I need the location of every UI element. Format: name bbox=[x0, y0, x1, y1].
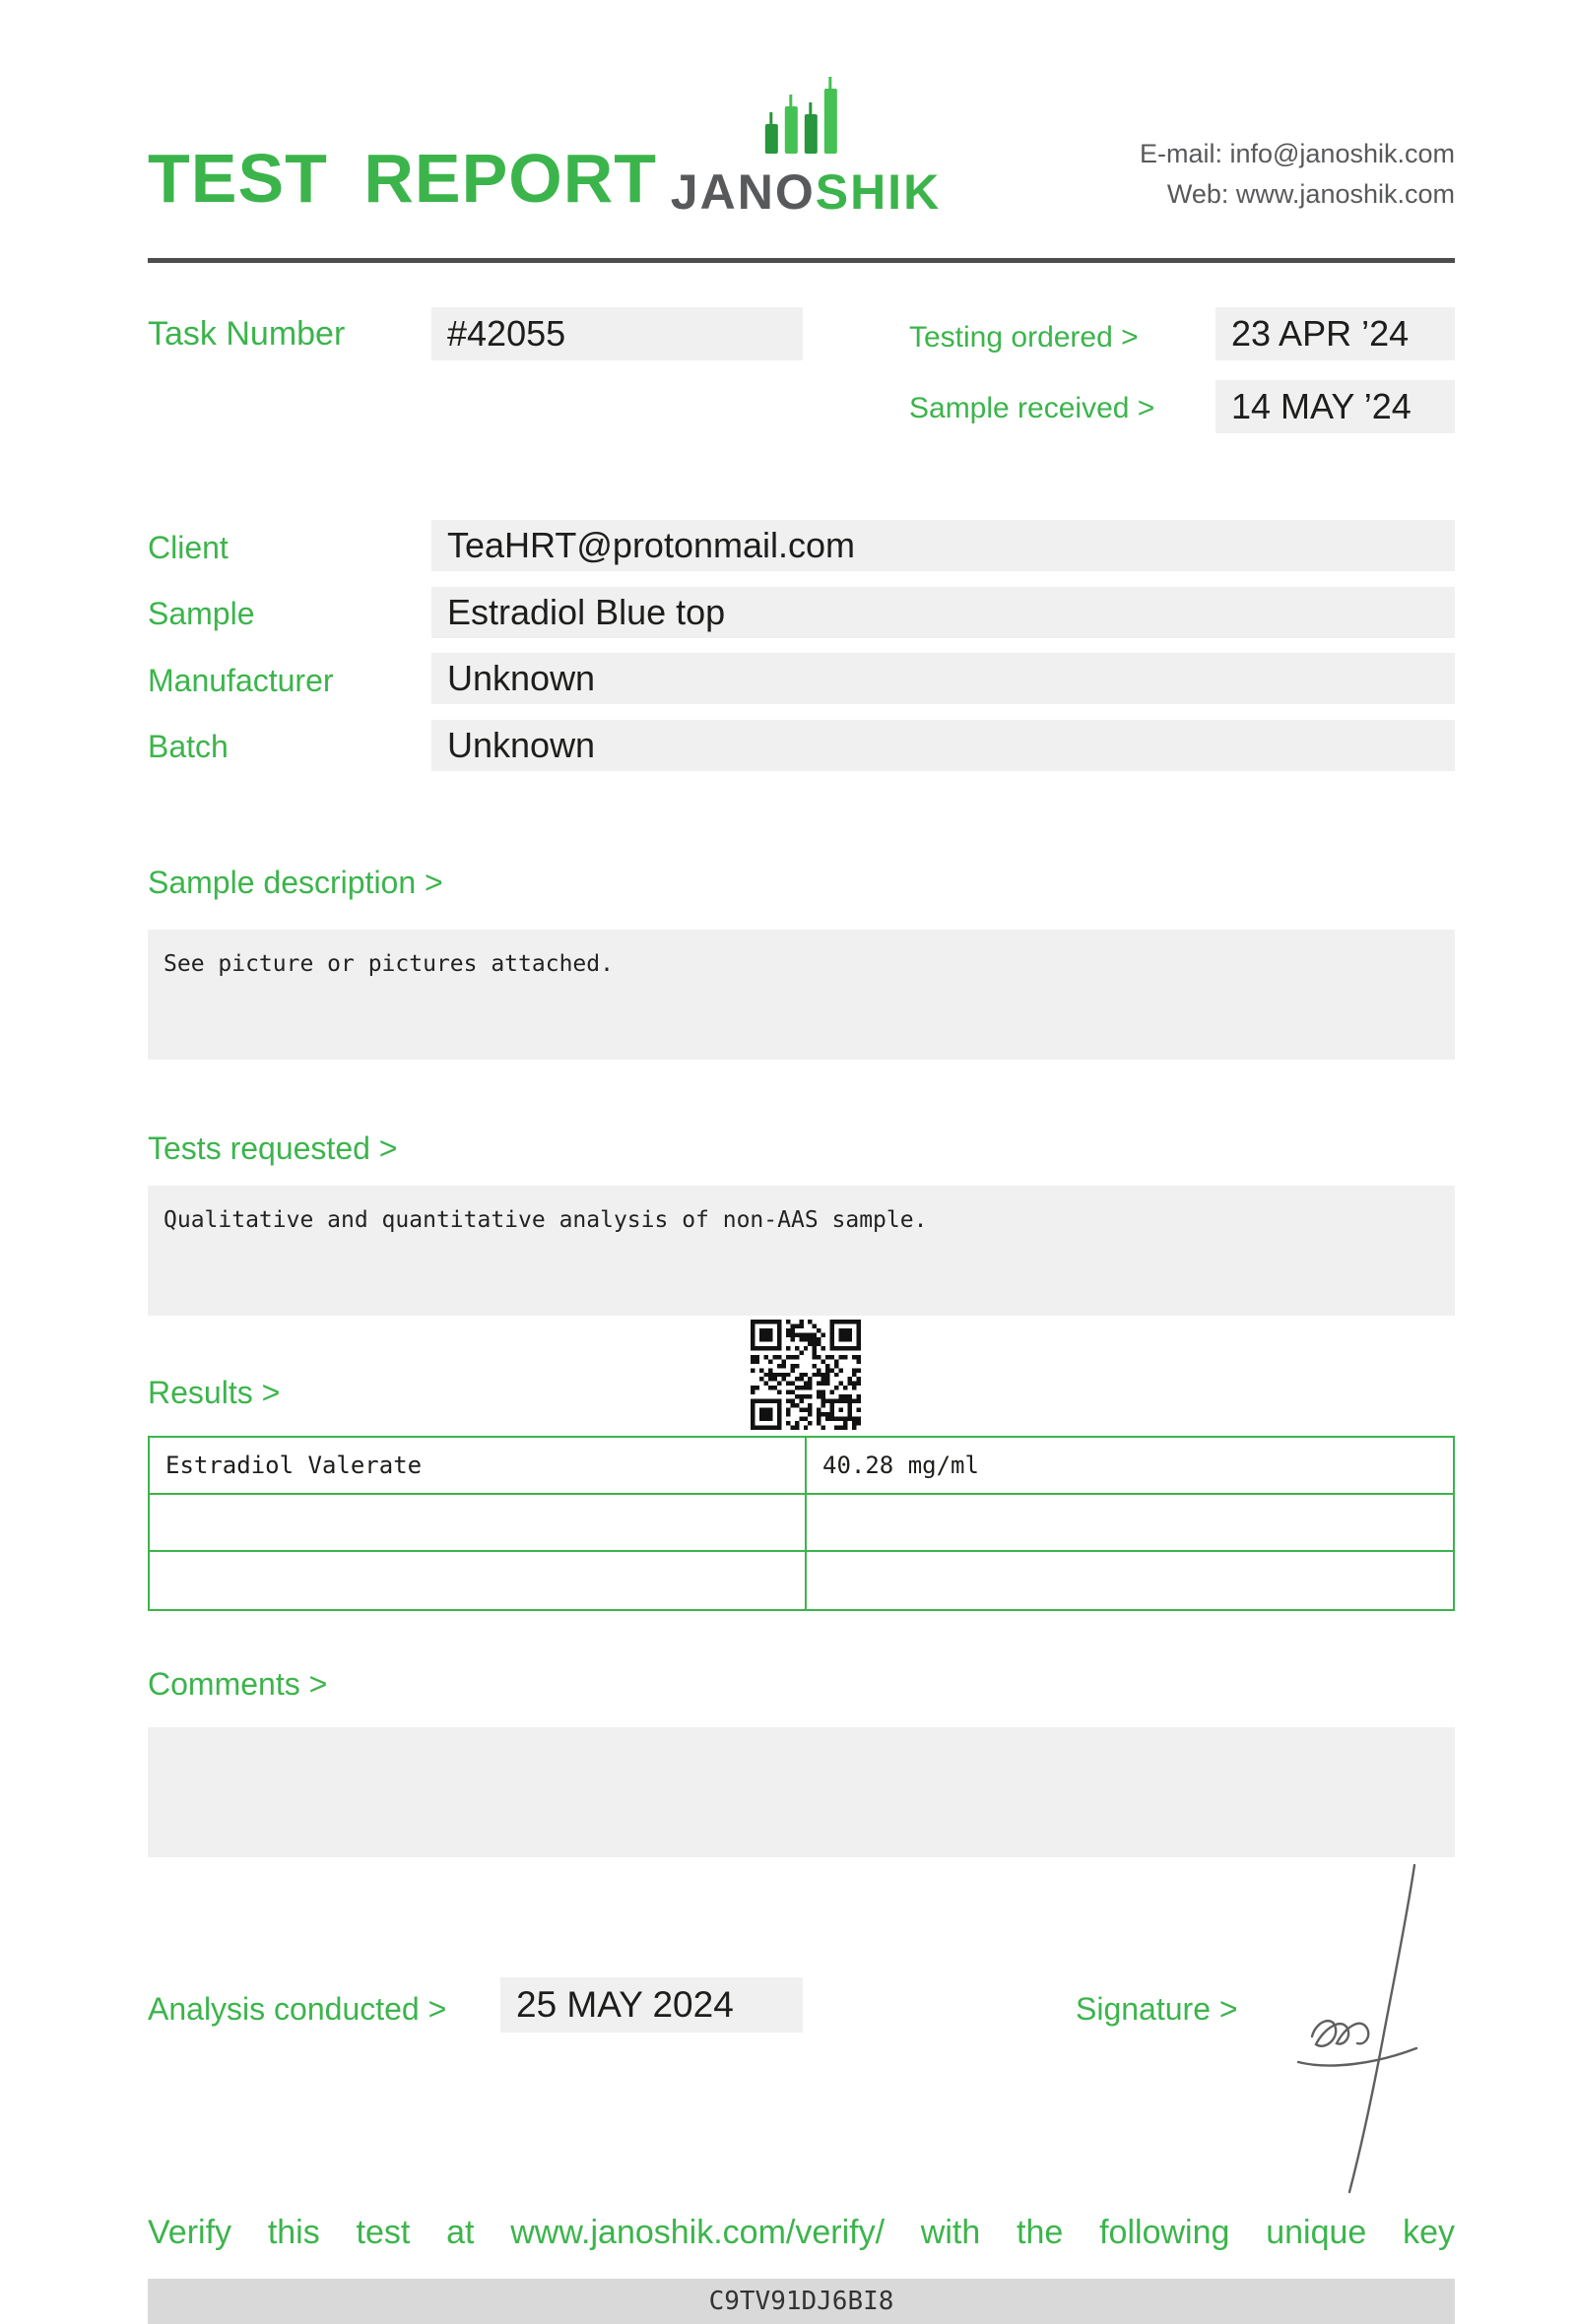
manufacturer-label: Manufacturer bbox=[148, 663, 334, 698]
comments-heading: Comments > bbox=[148, 1666, 328, 1702]
manufacturer-value: Unknown bbox=[431, 653, 1455, 704]
tests-requested-heading: Tests requested > bbox=[148, 1130, 398, 1166]
sample-description-heading: Sample description > bbox=[148, 865, 443, 900]
web-text: Web: www.janoshik.com bbox=[1166, 179, 1455, 209]
signature-label: Signature > bbox=[1076, 1991, 1238, 2027]
testing-ordered-label: Testing ordered > bbox=[909, 321, 1139, 354]
janoshik-logo bbox=[670, 73, 942, 220]
logo-wordmark bbox=[670, 164, 942, 220]
task-number-value: #42055 bbox=[431, 307, 803, 360]
sample-value: Estradiol Blue top bbox=[431, 587, 1455, 638]
client-label: Client bbox=[148, 530, 229, 565]
tests-requested-text: Qualitative and quantitative analysis of non-AAS sample. bbox=[164, 1207, 928, 1233]
task-number-label: Task Number bbox=[148, 315, 346, 353]
batch-label: Batch bbox=[148, 729, 229, 764]
unique-key: C9TV91DJ6BI8 bbox=[148, 2279, 1455, 2324]
tests-requested-box bbox=[148, 1186, 1455, 1316]
sample-received-value: 14 MAY ’24 bbox=[1215, 380, 1455, 433]
page-title: TEST REPORT bbox=[148, 140, 658, 217]
result-value: 40.28 mg/ml bbox=[822, 1452, 979, 1479]
signature-image bbox=[1290, 1859, 1448, 2199]
analysis-conducted-label: Analysis conducted > bbox=[148, 1991, 447, 2027]
results-table bbox=[148, 1436, 1455, 1611]
result-name: Estradiol Valerate bbox=[150, 1438, 807, 1493]
comments-box bbox=[148, 1727, 1455, 1857]
result-name bbox=[150, 1495, 807, 1550]
email-text: E-mail: info@janoshik.com bbox=[1139, 139, 1455, 168]
result-name bbox=[150, 1552, 807, 1609]
result-value bbox=[807, 1552, 1453, 1609]
qr-code-image bbox=[751, 1320, 861, 1430]
logo-text-shik: SHIK bbox=[815, 164, 942, 220]
logo-text-jano: JANO bbox=[670, 164, 816, 220]
qr-code bbox=[751, 1320, 861, 1430]
sample-description-text: See picture or pictures attached. bbox=[164, 951, 614, 977]
bar-chart-icon bbox=[761, 73, 850, 163]
sample-received-label: Sample received > bbox=[909, 392, 1155, 424]
contact-info bbox=[1140, 134, 1455, 215]
result-value bbox=[807, 1495, 1453, 1550]
table-row bbox=[150, 1438, 1453, 1495]
verify-text: Verify this test at www.janoshik.com/verify/ with the following unique key bbox=[148, 2214, 1455, 2251]
results-heading: Results > bbox=[148, 1375, 281, 1410]
sample-label: Sample bbox=[148, 596, 255, 631]
header-divider bbox=[148, 258, 1455, 263]
table-row bbox=[150, 1552, 1453, 1609]
batch-value: Unknown bbox=[431, 720, 1455, 771]
client-value: TeaHRT@protonmail.com bbox=[431, 520, 1455, 571]
table-row bbox=[150, 1495, 1453, 1552]
testing-ordered-value: 23 APR ’24 bbox=[1215, 307, 1455, 360]
analysis-date-value: 25 MAY 2024 bbox=[500, 1977, 803, 2033]
sample-description-box bbox=[148, 930, 1455, 1060]
